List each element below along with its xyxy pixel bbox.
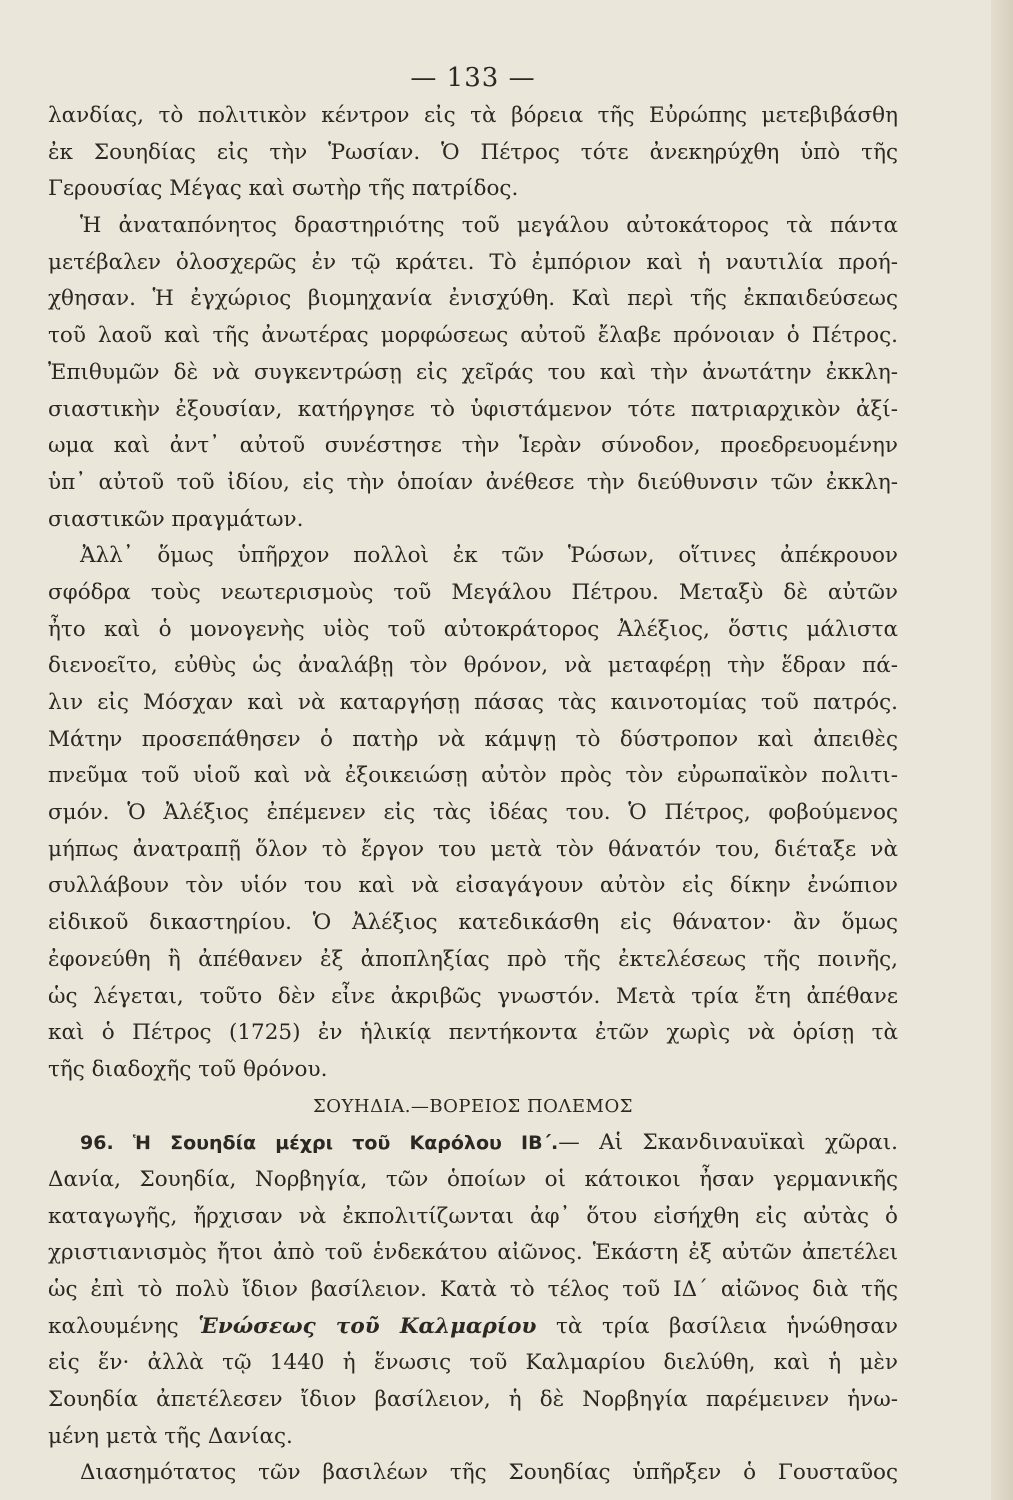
text-line: σιαστικῶν πραγμάτων. [48, 506, 304, 532]
text-fragment: τὰ τρία βασίλεια ἡνώθησαν [556, 1313, 898, 1339]
text-line: ὑπ᾿ αὐτοῦ τοῦ ἰδίου, εἰς τὴν ὁποίαν ἀνέθεσε τὴν διεύθυνσιν τῶν ἐκκλη- [48, 469, 898, 495]
text-line: καταγωγῆς, ἤρχισαν νὰ ἐκπολιτίζωνται ἀφ᾿ ὅτου εἰσήχθη εἰς αὐτὰς ὁ [48, 1203, 898, 1229]
paragraph-1 [48, 98, 898, 208]
text-line: λανδίας, τὸ πολιτικὸν κέντρον εἰς τὰ βόρεια τῆς Εὐρώπης μετεβιβάσθη [48, 103, 898, 128]
text-line: μήπως ἀνατραπῇ ὅλον τὸ ἔργον του μετὰ τὸν θάνατόν του, διέταξε νὰ [48, 836, 898, 862]
text-line: Ἡ ἀναταπόνητος δραστηριότης τοῦ μεγάλου αὐτοκάτορος τὰ πάντα [80, 213, 898, 239]
text-line: χθησαν. Ἡ ἐγχώριος βιομηχανία ἐνισχύθη. Καὶ περὶ τῆς ἐκπαιδεύσεως [48, 286, 898, 312]
text-line: μετέβαλεν ὁλοσχερῶς ἐν τῷ κράτει. Τὸ ἐμπόριον καὶ ἡ ναυτιλία προή- [48, 249, 898, 275]
text-line: πνεῦμα τοῦ υἱοῦ καὶ νὰ ἐξοικειώσῃ αὐτὸν πρὸς τὸν εὐρωπαϊκὸν πολιτι- [48, 763, 898, 789]
text-line: σμόν. Ὁ Ἀλέξιος ἐπέμενεν εἰς τὰς ἰδέας του. Ὁ Πέτρος, φοβούμενος [48, 800, 898, 826]
text-line: εἰδικοῦ δικαστηρίου. Ὁ Ἀλέξιος κατεδικάσθη εἰς θάνατον· ἂν ὅμως [48, 910, 898, 936]
text-line: ἦτο καὶ ὁ μονογενὴς υἱὸς τοῦ αὐτοκράτορος Ἀλέξιος, ὅστις μάλιστα [48, 616, 898, 642]
text-line: Γερουσίας Μέγας καὶ σωτὴρ τῆς πατρίδος. [48, 176, 519, 202]
text-line: σφόδρα τοὺς νεωτερισμοὺς τοῦ Μεγάλου Πέτρου. Μεταξὺ δὲ αὐτῶν [48, 579, 898, 605]
text-line: Δανία, Σουηδία, Νορβηγία, τῶν ὁποίων οἱ κάτοικοι ἦσαν γερμανικῆς [48, 1166, 898, 1192]
text-block [48, 58, 898, 1492]
emphasis-line [48, 1309, 898, 1346]
emphasized-term: Ἑνώσεως τοῦ Καλμαρίου [198, 1313, 537, 1339]
text-line: Ἐπιθυμῶν δὲ νὰ συγκεντρώσῃ εἰς χεῖράς του καὶ τὴν ἀνωτάτην ἐκκλη- [48, 359, 898, 385]
paragraph-3 [48, 538, 898, 1088]
section-96 [48, 1125, 898, 1455]
text-line: ωμα καὶ ἀντ᾿ αὐτοῦ συνέστησε τὴν Ἱερὰν σύνοδον, προεδρευομένην [48, 433, 898, 459]
text-line: σιαστικὴν ἐξουσίαν, κατήργησε τὸ ὑφιστάμενον τότε πατριαρχικὸν ἀξί- [48, 396, 898, 422]
text-line: λιν εἰς Μόσχαν καὶ νὰ καταργήσῃ πάσας τὰς καινοτομίας τοῦ πατρός. [48, 690, 898, 715]
section-96-label: 96. Ἡ Σουηδία μέχρι τοῦ Καρόλου ΙΒ΄. [80, 1132, 559, 1155]
text-line: τῆς διαδοχῆς τοῦ θρόνου. [48, 1056, 328, 1082]
text-line: Σουηδία ἀπετέλεσεν ἴδιον βασίλειον, ἡ δὲ Νορβηγία παρέμεινεν ἡνω- [48, 1387, 898, 1413]
section-heading: ΣΟΥΗΔΙΑ.—ΒΟΡΕΙΟΣ ΠΟΛΕΜΟΣ [313, 1095, 633, 1117]
text-line: καὶ ὁ Πέτρος (1725) ἐν ἡλικίᾳ πεντήκοντα ἐτῶν χωρὶς νὰ ὁρίσῃ τὰ [48, 1020, 898, 1046]
text-line: ἐκ Σουηδίας εἰς τὴν Ῥωσίαν. Ὁ Πέτρος τότε ἀνεκηρύχθη ὑπὸ τῆς [48, 139, 898, 165]
text-line: ὡς ἐπὶ τὸ πολὺ ἴδιον βασίλειον. Κατὰ τὸ τέλος τοῦ ΙΔ΄ αἰῶνος διὰ τῆς [48, 1277, 898, 1302]
text-line: μένη μετὰ τῆς Δανίας. [48, 1423, 293, 1449]
final-line: Διασημότατος τῶν βασιλέων τῆς Σουηδίας ὑπῆρξεν ὁ Γουσταῦος [80, 1460, 898, 1486]
text-line: ὡς λέγεται, τοῦτο δὲν εἶνε ἀκριβῶς γνωστόν. Μετὰ τρία ἔτη ἀπέθανε [48, 983, 898, 1009]
page-number: — 133 — [410, 63, 536, 93]
text-line: συλλάβουν τὸν υἱόν του καὶ νὰ εἰσαγάγουν αὐτὸν εἰς δίκην ἐνώπιον [48, 873, 898, 899]
text-fragment: καλουμένης [48, 1313, 179, 1339]
text-line: εἰς ἕν· ἀλλὰ τῷ 1440 ἡ ἕνωσις τοῦ Καλμαρίου διελύθη, καὶ ἡ μὲν [48, 1350, 898, 1376]
text-line: Ἀλλ᾿ ὅμως ὑπῆρχον πολλοὶ ἐκ τῶν Ῥώσων, οἵτινες ἀπέκρουον [80, 543, 898, 569]
page-edge [991, 0, 1013, 1500]
text-line: Μάτην προσεπάθησεν ὁ πατὴρ νὰ κάμψῃ τὸ δύστροπον καὶ ἀπειθὲς [48, 726, 898, 752]
text-line: τοῦ λαοῦ καὶ τῆς ἀνωτέρας μορφώσεως αὐτοῦ ἔλαβε πρόνοιαν ὁ Πέτρος. [48, 323, 898, 349]
text-line: ἐφονεύθη ἢ ἀπέθανεν ἐξ ἀποπληξίας πρὸ τῆς ἐκτελέσεως τῆς ποινῆς, [48, 946, 898, 972]
text-line: διενοεῖτο, εὐθὺς ὡς ἀναλάβῃ τὸν θρόνον, νὰ μεταφέρῃ τὴν ἕδραν πά- [48, 653, 898, 679]
section-96-first-line [48, 1125, 898, 1162]
section-96-lead: — Αἱ Σκανδιναυϊκαὶ χῶραι. [558, 1130, 898, 1156]
text-line: χριστιανισμὸς ἤτοι ἀπὸ τοῦ ἑνδεκάτου αἰῶνος. Ἑκάστη ἐξ αὐτῶν ἀπετέλει [48, 1240, 898, 1266]
paragraph-2 [48, 208, 898, 538]
